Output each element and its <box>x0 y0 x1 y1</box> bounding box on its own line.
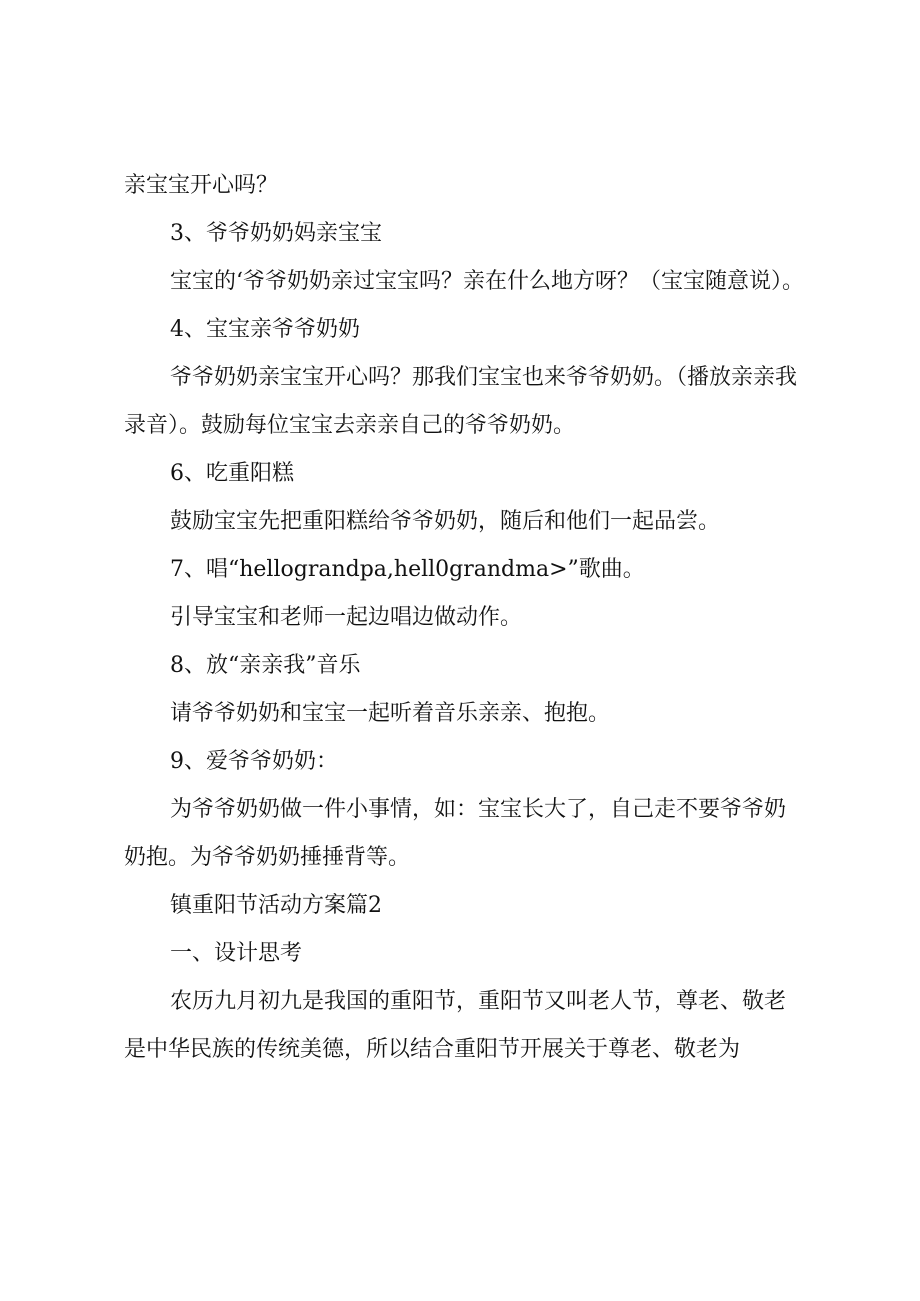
step-heading-9: 9、爱爷爷奶奶： <box>170 749 338 774</box>
step-heading-8: 8、放“亲亲我”音乐 <box>170 653 361 678</box>
paragraph-step-3: 宝宝的‘爷爷奶奶亲过宝宝吗？亲在什么地方呀？（宝宝随意说）。 <box>170 269 804 294</box>
document-body <box>124 162 804 1074</box>
step-heading-6: 6、吃重阳糕 <box>170 461 294 486</box>
paragraph-continuation: 亲宝宝开心吗？ <box>124 173 279 198</box>
paragraph-step-8: 请爷爷奶奶和宝宝一起听着音乐亲亲、抱抱。 <box>170 701 611 726</box>
paragraph-step-7: 引导宝宝和老师一起边唱边做动作。 <box>170 605 523 630</box>
paragraph-step-9: 为爷爷奶奶做一件小事情，如：宝宝长大了，自己走不要爷爷奶奶抱。为爷爷奶奶捶捶背等。 <box>124 797 787 870</box>
paragraph-step-4: 爷爷奶奶亲宝宝开心吗？那我们宝宝也来爷爷奶奶。（播放亲亲我录音）。鼓励每位宝宝去亲亲自己的爷爷奶奶。 <box>124 365 798 438</box>
step-heading-4: 4、宝宝亲爷爷奶奶 <box>170 317 360 342</box>
paragraph-intro: 农历九月初九是我国的重阳节，重阳节又叫老人节，尊老、敬老是中华民族的传统美德，所以结合重阳节开展关于尊老、敬老为 <box>124 989 787 1062</box>
step-heading-7: 7、唱“hellograndpa,hell0grandma>”歌曲。 <box>170 557 645 582</box>
section-title: 镇重阳节活动方案篇2 <box>170 893 382 918</box>
step-heading-3: 3、爷爷奶奶妈亲宝宝 <box>170 221 382 246</box>
subsection-heading: 一、设计思考 <box>170 941 303 966</box>
paragraph-step-6: 鼓励宝宝先把重阳糕给爷爷奶奶，随后和他们一起品尝。 <box>170 509 721 534</box>
